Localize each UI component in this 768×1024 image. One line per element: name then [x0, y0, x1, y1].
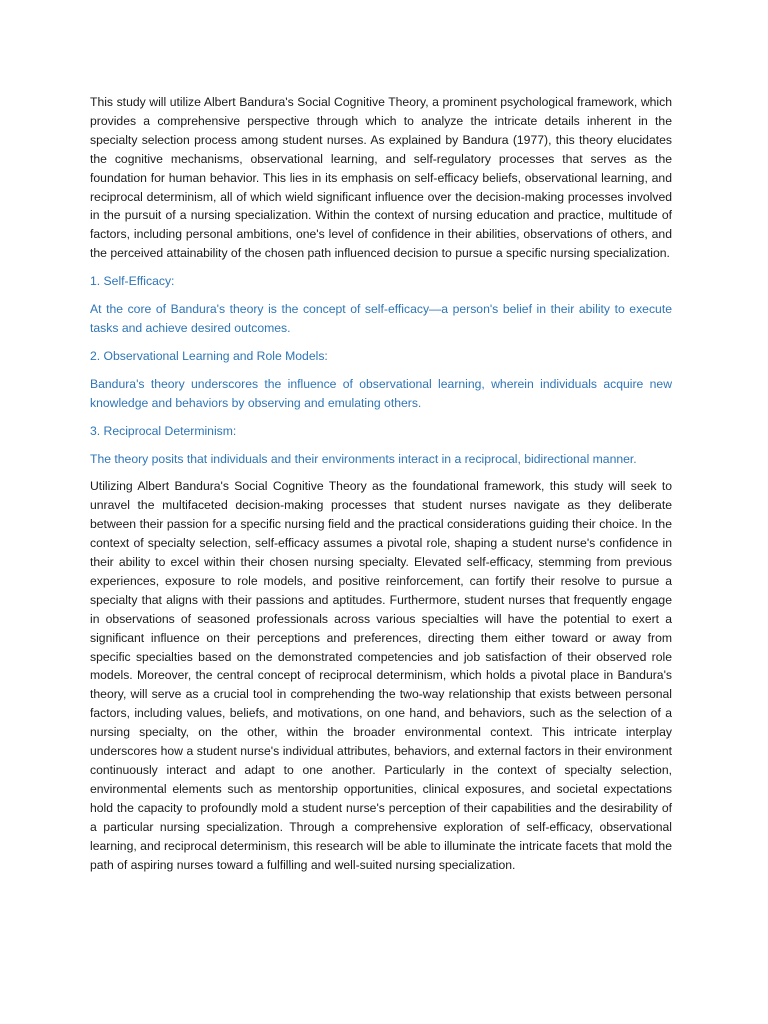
intro-paragraph: This study will utilize Albert Bandura's Social Cognitive Theory, a prominent psychological framework, which provides a comprehensive perspective through which to analyze the intricate details inherent in the specialty selection process among student nurses. As explained by Bandura (1977), this theory elucidates the cognitive mechanisms, observational learning, and self-regulatory processes that serves as the foundation for human behavior. This lies in its emphasis on self-efficacy beliefs, observational learning, and reciprocal determinism, all of which wield significant influence over the decision-making processes involved in the pursuit of a nursing specialization. Within the context of nursing education and practice, multitude of factors, including personal ambitions, one's level of confidence in their abilities, observations of others, and the perceived attainability of the chosen path influenced decision to pursue a specific nursing specialization.	[90, 95, 672, 261]
section-heading-observational-learning: 2. Observational Learning and Role Models:	[90, 348, 328, 363]
section-heading-self-efficacy: 1. Self-Efficacy:	[90, 274, 175, 289]
section-text-reciprocal-determinism: The theory posits that individuals and their environments interact in a reciprocal, bidirectional manner.	[90, 451, 637, 466]
section-text-observational-learning: Bandura's theory underscores the influence of observational learning, wherein individuals acquire new knowledge and behaviors by observing and emulating others.	[90, 376, 672, 410]
section-text-self-efficacy: At the core of Bandura's theory is the concept of self-efficacy—a person's belief in their ability to execute tasks and achieve desired outcomes.	[90, 302, 672, 335]
section-heading-reciprocal-determinism: 3. Reciprocal Determinism:	[90, 423, 237, 438]
conclusion-paragraph: Utilizing Albert Bandura's Social Cognitive Theory as the foundational framework, this study will seek to unravel the multifaceted decision-making processes that student nurses navigate as they deliberate between their passion for a specific nursing field and the practical considerations guiding their choice. In the context of specialty selection, self-efficacy assumes a pivotal role, shaping a student nurse's confidence in their ability to excel within their chosen nursing specialty. Elevated self-efficacy, stemming from previous experiences, exposure to role models, and positive reinforcement, can fortify their resolve to pursue a specialty that aligns with their passions and aptitudes. Furthermore, student nurses that frequently engage in observations of seasoned professionals across various specialties will have the potential to exert a significant influence on their perceptions and preferences, directing them either toward or away from specific specialties based on the demonstrated competencies and job satisfaction of their observed role models. Moreover, the central concept of reciprocal determinism, which holds a pivotal place in Bandura's theory, will serve as a crucial tool in comprehending the two-way relationship that exists between personal factors, including values, beliefs, and motivations, on one hand, and behaviors, such as the selection of a nursing specialty, on the other, within the broader environmental context. This intricate interplay underscores how a student nurse's individual attributes, behaviors, and external factors in their environment continuously interact and adapt to one another. Particularly in the context of specialty selection, environmental elements such as mentorship opportunities, clinical exposures, and societal expectations hold the capacity to profoundly mold a student nurse's perception of their capabilities and the desirability of a particular nursing specialization. Through a comprehensive exploration of self-efficacy, observational learning, and reciprocal determinism, this research will be able to illuminate the intricate facets that mold the path of aspiring nurses toward a fulfilling and well-suited nursing specialization.	[90, 479, 672, 872]
document-page	[90, 93, 672, 883]
